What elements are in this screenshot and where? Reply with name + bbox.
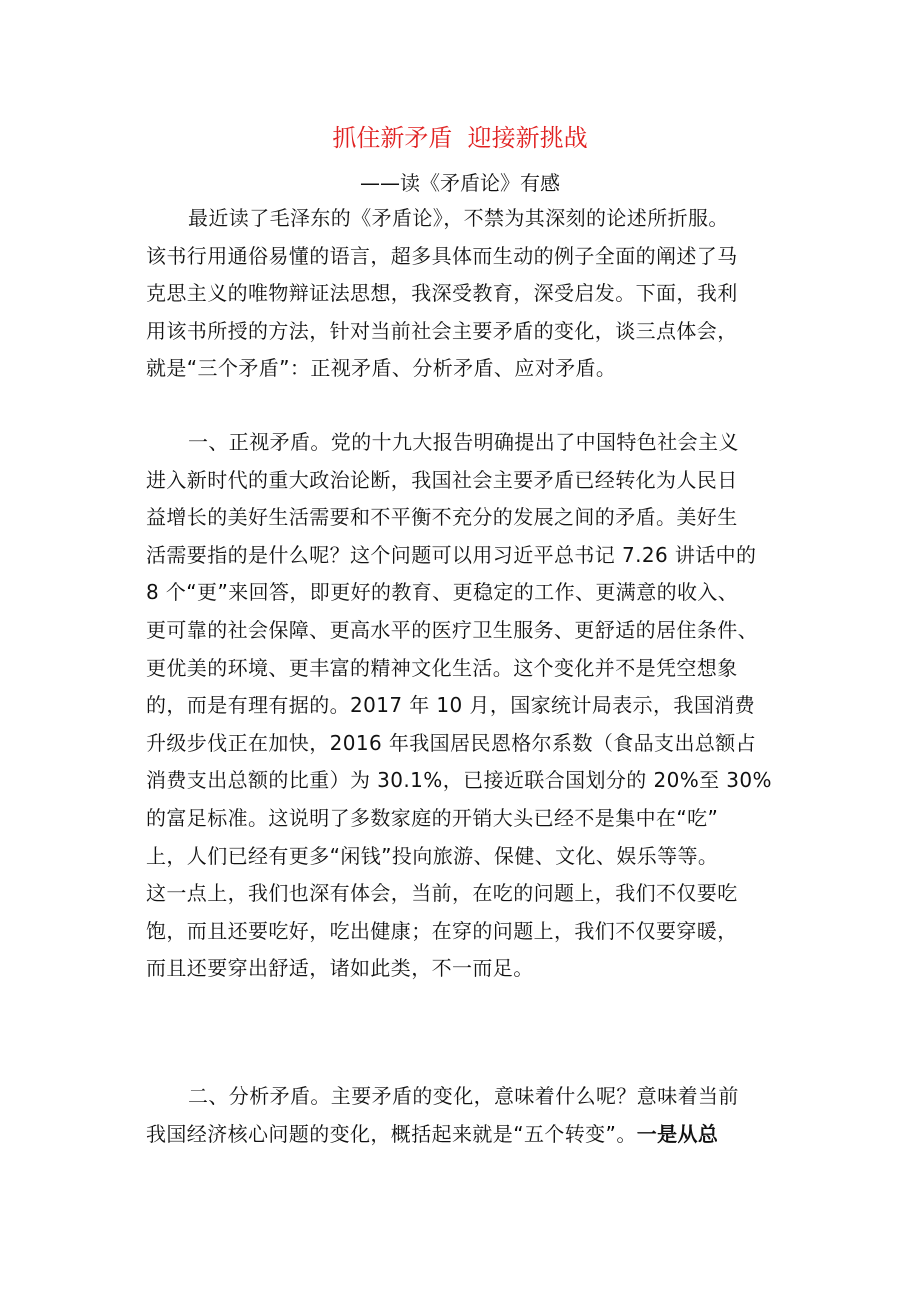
text-line: 活需要指的是什么呢？这个问题可以用习近平总书记 7.26 讲话中的 (146, 542, 757, 567)
text-line: 上，人们已经有更多“闲钱”投向旅游、保健、文化、娱乐等等。 (146, 843, 719, 868)
text-line: 更可靠的社会保障、更高水平的医疗卫生服务、更舒适的居住条件、 (146, 617, 758, 642)
text-line: 8 个“更”来回答，即更好的教育、更稳定的工作、更满意的收入、 (146, 580, 739, 605)
text-line: 这一点上，我们也深有体会，当前，在吃的问题上，我们不仅要吃 (146, 881, 738, 906)
bold-text-segment: 一是从总 (636, 1121, 719, 1146)
text-line: 用该书所授的方法，针对当前社会主要矛盾的变化，谈三点体会， (146, 318, 738, 343)
text-line: 而且还要穿出舒适，诸如此类，不一而足。 (146, 956, 534, 981)
paragraph-intro (146, 200, 786, 388)
paragraph-section-one (146, 424, 786, 988)
text-line: 该书行用通俗易懂的语言，超多具体而生动的例子全面的阐述了马 (146, 243, 738, 268)
text-line: 升级步伐正在加快，2016 年我国居民恩格尔系数（食品支出总额占 (146, 730, 757, 755)
text-line: 就是“三个矛盾”：正视矛盾、分析矛盾、应对矛盾。 (146, 356, 617, 381)
paragraph-section-two (146, 1078, 786, 1153)
text-line: 的，而是有理有据的。2017 年 10 月，国家统计局表示，我国消费 (146, 693, 756, 718)
text-line: 二、分析矛盾。主要矛盾的变化，意味着什么呢？意味着当前 (188, 1084, 739, 1108)
text-line: 益增长的美好生活需要和不平衡不充分的发展之间的矛盾。美好生 (146, 505, 738, 530)
document-title: 抓住新矛盾 迎接新挑战 (332, 124, 588, 152)
text-line: 消费支出总额的比重）为 30.1%，已接近联合国划分的 20%至 30% (146, 768, 772, 793)
text-line (146, 1116, 786, 1154)
text-line: 更优美的环境、更丰富的精神文化生活。这个变化并不是凭空想象 (146, 655, 738, 680)
text-line: 饱，而且还要吃好，吃出健康；在穿的问题上，我们不仅要穿暖， (146, 918, 738, 943)
document-subtitle: ——读《矛盾论》有感 (360, 171, 560, 195)
text-line: 进入新时代的重大政治论断，我国社会主要矛盾已经转化为人民日 (146, 467, 738, 492)
text-segment: 我国经济核心问题的变化，概括起来就是“五个转变”。 (146, 1121, 637, 1146)
text-line: 最近读了毛泽东的《矛盾论》，不禁为其深刻的论述所折服。 (188, 206, 729, 230)
text-line: 的富足标准。这说明了多数家庭的开销大头已经不是集中在“吃” (146, 805, 719, 830)
text-line: 一、正视矛盾。党的十九大报告明确提出了中国特色社会主义 (188, 430, 739, 454)
text-line: 克思主义的唯物辩证法思想，我深受教育，深受启发。下面，我利 (146, 281, 738, 306)
